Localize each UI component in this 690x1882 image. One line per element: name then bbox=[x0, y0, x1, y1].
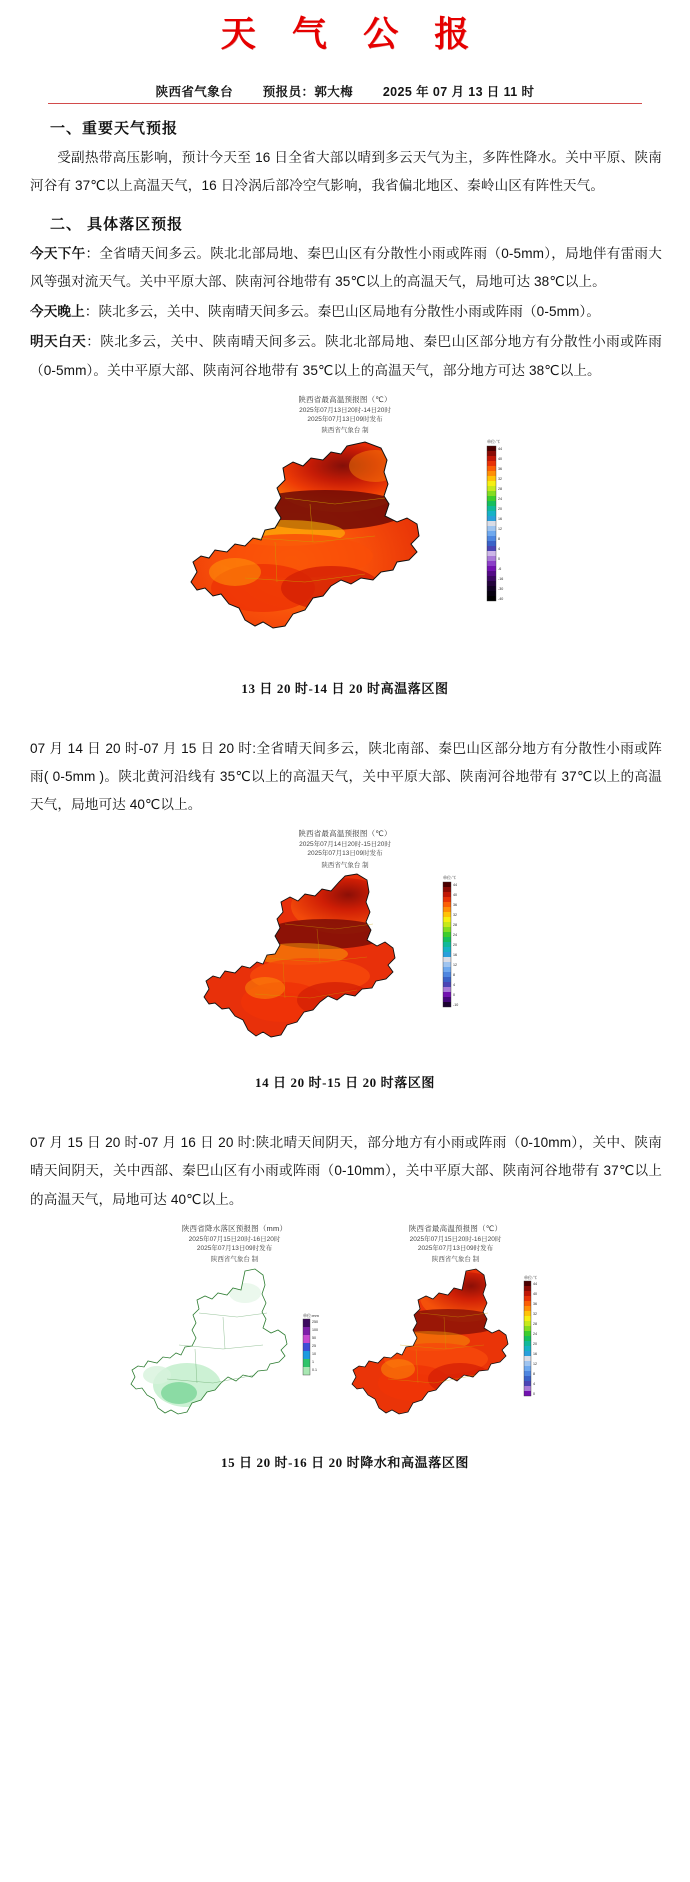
svg-text:0: 0 bbox=[498, 556, 500, 561]
svg-text:40: 40 bbox=[533, 1291, 537, 1296]
forecast-item-tonight bbox=[30, 298, 662, 326]
forecast-block-15-16 bbox=[0, 1129, 690, 1213]
svg-text:8: 8 bbox=[533, 1371, 535, 1376]
figure-2-header-line2: 2025年07月14日20时-15日20时 bbox=[299, 841, 391, 849]
svg-text:1: 1 bbox=[312, 1359, 314, 1364]
colorbar-ticks bbox=[533, 1282, 537, 1396]
map-fill bbox=[348, 1267, 548, 1437]
svg-text:24: 24 bbox=[498, 496, 502, 501]
svg-text:-30: -30 bbox=[498, 586, 504, 591]
figure-2-map-stage bbox=[0, 872, 690, 1062]
svg-text:4: 4 bbox=[453, 983, 455, 988]
svg-text:24: 24 bbox=[453, 933, 457, 938]
forecast-item-text: ：陕北多云，关中、陕南晴天间多云。秦巴山区局地有分散性小雨或阵雨（0-5mm）。 bbox=[84, 304, 601, 320]
svg-text:28: 28 bbox=[498, 486, 502, 491]
forecast-block-14-15-text: 07 月 14 日 20 时-07 月 15 日 20 时:全省晴天间多云，陕北南部、秦巴山区部分地方有分散性小雨或阵雨( 0-5mm )。陕北黄河沿线有 35℃以上的高温天气，关中平原大部、陕南河谷地带有 37℃以上的高温天气，局地可达 40℃以上。 bbox=[30, 740, 662, 813]
colorbar-swatches bbox=[524, 1281, 531, 1396]
figure-2-header bbox=[0, 829, 690, 870]
figure-3-left-header-line3: 2025年07月13日09时发布 bbox=[196, 1244, 273, 1252]
colorbar-ticks bbox=[312, 1320, 318, 1372]
page-title: 天 气 公 报 bbox=[220, 15, 482, 55]
svg-text:40: 40 bbox=[498, 456, 502, 461]
svg-text:50: 50 bbox=[312, 1335, 316, 1340]
figure-3-right-header-line3: 2025年07月13日09时发布 bbox=[417, 1244, 494, 1252]
figure-3-left-header-line2: 2025年07月15日20时-16日20时 bbox=[188, 1235, 281, 1243]
forecast-item-lead: 今天下午 bbox=[30, 246, 86, 261]
svg-text:36: 36 bbox=[533, 1301, 537, 1306]
shaanxi-temperature-map-1 bbox=[135, 438, 555, 668]
forecast-block-14-15 bbox=[0, 735, 690, 819]
svg-text:0.1: 0.1 bbox=[312, 1367, 317, 1372]
svg-text:40: 40 bbox=[453, 893, 457, 898]
svg-text:36: 36 bbox=[498, 466, 502, 471]
figure-3-left-header-line1: 陕西省降水落区预报图（mm） bbox=[181, 1223, 288, 1233]
figure-3-right bbox=[348, 1224, 563, 1442]
map-fill bbox=[195, 872, 415, 1047]
section-1-heading: 一、重要天气预报 bbox=[50, 119, 179, 137]
svg-text:16: 16 bbox=[453, 953, 457, 958]
forecast-item-tomorrow-day bbox=[30, 328, 662, 384]
svg-text:8: 8 bbox=[498, 536, 500, 541]
figure-3-right-header-line1: 陕西省最高温预报图（℃） bbox=[408, 1223, 503, 1233]
map-fill bbox=[127, 1267, 327, 1437]
svg-text:36: 36 bbox=[453, 903, 457, 908]
figure-3-maps bbox=[0, 1224, 690, 1442]
shaanxi-temperature-map-3 bbox=[348, 1267, 563, 1442]
byline-datetime: 2025 年 07 月 13 日 11 时 bbox=[382, 84, 535, 99]
figure-1-header-line3: 2025年07月13日09时发布 bbox=[307, 415, 383, 423]
svg-text:20: 20 bbox=[498, 506, 502, 511]
figure-1 bbox=[0, 395, 690, 697]
figure-3-left bbox=[127, 1224, 342, 1442]
section-1-paragraph: 受副热带高压影响，预计今天至 16 日全省大部以晴到多云天气为主，多阵性降水。关中平原、陕南河谷有 37℃以上高温天气，16 日冷涡后部冷空气影响，我省偏北地区、秦岭山区有阵性天气。 bbox=[30, 149, 662, 193]
figure-1-caption: 13 日 20 时-14 日 20 时高温落区图 bbox=[241, 680, 449, 696]
svg-text:4: 4 bbox=[498, 546, 500, 551]
shaanxi-temperature-map-2 bbox=[195, 872, 495, 1062]
figure-2-header-line3: 2025年07月13日09时发布 bbox=[307, 850, 383, 858]
svg-text:28: 28 bbox=[533, 1321, 537, 1326]
byline bbox=[48, 82, 642, 104]
figure-3-right-header-line4: 陕西省气象台 制 bbox=[431, 1256, 480, 1264]
colorbar-3 bbox=[524, 1274, 537, 1396]
svg-text:-40: -40 bbox=[498, 596, 504, 601]
forecast-item-lead: 明天白天 bbox=[30, 334, 87, 350]
colorbar-ticks bbox=[498, 447, 503, 601]
colorbar-title: 单位:℃ bbox=[443, 875, 457, 881]
svg-text:32: 32 bbox=[453, 913, 457, 918]
figure-3-left-header bbox=[127, 1224, 342, 1265]
figure-3 bbox=[0, 1224, 690, 1471]
colorbar-ticks bbox=[453, 883, 458, 1007]
map-fill bbox=[175, 438, 435, 638]
figure-1-header bbox=[0, 395, 690, 436]
colorbar-swatches bbox=[303, 1319, 310, 1375]
svg-text:250: 250 bbox=[312, 1319, 318, 1324]
figure-2-caption: 14 日 20 时-15 日 20 时落区图 bbox=[254, 1075, 436, 1091]
colorbar-title: 单位:℃ bbox=[524, 1274, 538, 1280]
svg-text:10: 10 bbox=[312, 1351, 316, 1356]
figure-3-right-header bbox=[348, 1224, 563, 1265]
svg-text:44: 44 bbox=[498, 446, 502, 451]
svg-text:-16: -16 bbox=[498, 576, 504, 581]
svg-text:4: 4 bbox=[533, 1381, 535, 1386]
svg-text:12: 12 bbox=[453, 963, 457, 968]
figure-1-header-line2: 2025年07月13日20时-14日20时 bbox=[299, 406, 391, 414]
colorbar-swatches bbox=[443, 882, 451, 1007]
svg-text:16: 16 bbox=[533, 1351, 537, 1356]
figure-2-header-line4: 陕西省气象台 制 bbox=[321, 861, 369, 869]
svg-text:28: 28 bbox=[453, 923, 457, 928]
svg-text:16: 16 bbox=[498, 516, 502, 521]
figure-1-map-stage bbox=[0, 438, 690, 668]
forecast-item-lead: 今天晚上 bbox=[30, 304, 85, 320]
section-important-forecast bbox=[0, 117, 690, 385]
byline-forecaster: 预报员：郭大梅 bbox=[262, 84, 354, 99]
forecast-item-this-afternoon bbox=[30, 240, 662, 296]
svg-text:12: 12 bbox=[498, 526, 502, 531]
colorbar-2 bbox=[443, 874, 458, 1007]
forecast-item-text: ：全省晴天间多云。陕北北部局地、秦巴山区有分散性小雨或阵雨（0-5mm），局地伴有雷雨大风等强对流天气。关中平原大部、陕南河谷地带有 35℃以上的高温天气，局地可达 38℃以上。 bbox=[30, 246, 662, 290]
svg-text:12: 12 bbox=[533, 1361, 537, 1366]
svg-text:44: 44 bbox=[533, 1281, 537, 1286]
svg-text:100: 100 bbox=[312, 1327, 318, 1332]
colorbar-title: 单位:℃ bbox=[487, 438, 501, 444]
svg-text:25: 25 bbox=[312, 1343, 316, 1348]
figure-2 bbox=[0, 829, 690, 1091]
svg-text:20: 20 bbox=[533, 1341, 537, 1346]
figure-3-right-header-line2: 2025年07月15日20时-16日20时 bbox=[409, 1235, 502, 1243]
svg-text:32: 32 bbox=[533, 1311, 537, 1316]
svg-text:44: 44 bbox=[453, 883, 457, 888]
svg-text:0: 0 bbox=[533, 1391, 535, 1396]
colorbar-precip bbox=[303, 1312, 319, 1375]
figure-2-header-line1: 陕西省最高温预报图（℃） bbox=[298, 829, 392, 839]
figure-3-left-header-line4: 陕西省气象台 制 bbox=[210, 1256, 259, 1264]
svg-text:24: 24 bbox=[533, 1331, 537, 1336]
forecast-block-15-16-text: 07 月 15 日 20 时-07 月 16 日 20 时:陕北晴天间阴天，部分地方有小雨或阵雨（0-10mm），关中、陕南晴天间阴天，关中西部、秦巴山区有小雨或阵雨（0-10mm），关中平原大部、陕南河谷地带有 37℃以上的高温天气，局地可达 40℃以上。 bbox=[30, 1135, 662, 1207]
forecast-item-text: ：陕北多云，关中、陕南晴天间多云。陕北北部局地、秦巴山区部分地方有分散性小雨或阵雨（0-5mm）。关中平原大部、陕南河谷地带有 35℃以上的高温天气，部分地方可达 38℃以上。 bbox=[30, 334, 662, 378]
figure-1-header-line4: 陕西省气象台 制 bbox=[321, 427, 369, 435]
svg-text:0: 0 bbox=[453, 993, 455, 998]
section-2-heading: 二、 具体落区预报 bbox=[50, 216, 184, 233]
svg-text:20: 20 bbox=[453, 943, 457, 948]
shaanxi-precipitation-map bbox=[127, 1267, 342, 1442]
colorbar-title: 单位:mm bbox=[303, 1312, 319, 1318]
svg-text:-6: -6 bbox=[498, 566, 502, 571]
svg-text:8: 8 bbox=[453, 973, 455, 978]
byline-office: 陕西省气象台 bbox=[155, 84, 234, 99]
figure-1-header-line1: 陕西省最高温预报图（℃） bbox=[298, 394, 392, 404]
svg-text:-10: -10 bbox=[453, 1003, 459, 1008]
figure-3-caption: 15 日 20 时-16 日 20 时降水和高温落区图 bbox=[220, 1454, 470, 1470]
colorbar-swatches bbox=[487, 446, 496, 601]
colorbar-1 bbox=[487, 438, 503, 601]
svg-text:32: 32 bbox=[498, 476, 502, 481]
